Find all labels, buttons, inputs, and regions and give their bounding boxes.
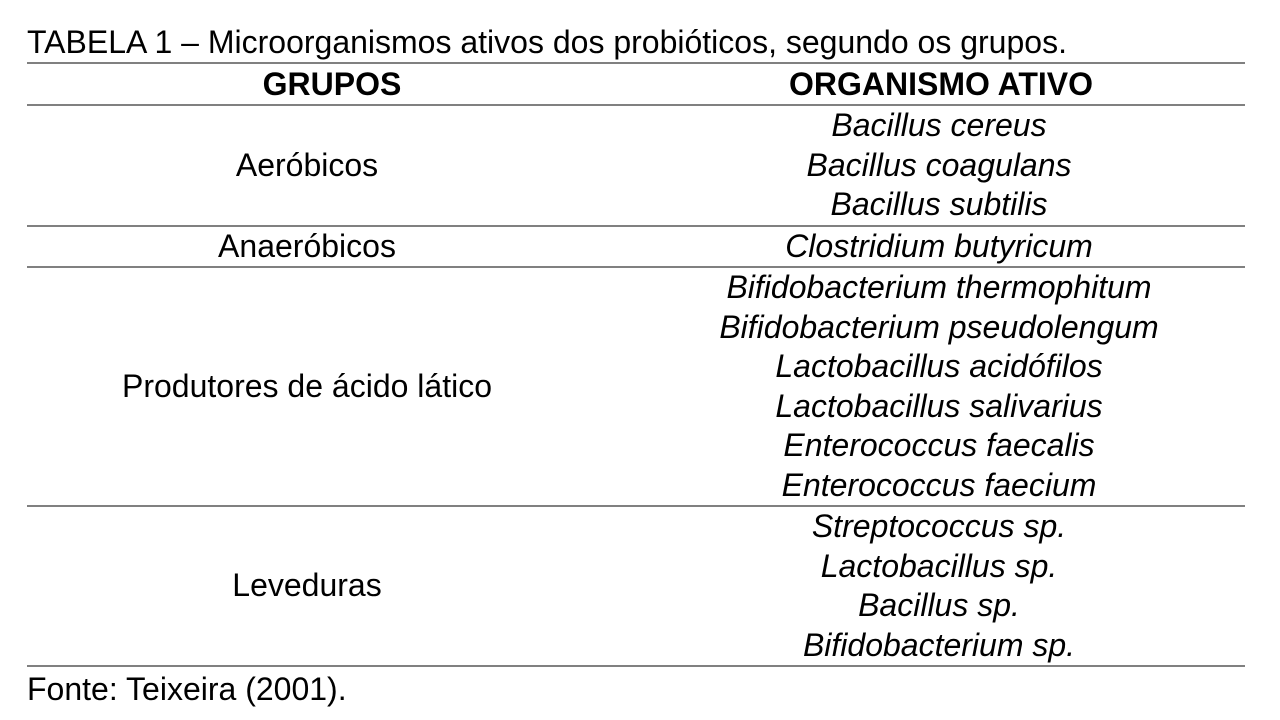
organism-name: Enterococcus faecium bbox=[781, 466, 1097, 503]
organisms-cell bbox=[637, 105, 1245, 226]
table-caption: TABELA 1 – Microorganismos ativos dos probióticos, segundo os grupos. bbox=[27, 24, 1067, 60]
table-row bbox=[27, 226, 1245, 268]
column-header-active-organism: ORGANISMO ATIVO bbox=[637, 63, 1245, 105]
organism-name: Lactobacillus salivarius bbox=[775, 387, 1103, 424]
group-cell: Anaeróbicos bbox=[218, 227, 396, 264]
organism-name: Bifidobacterium thermophitum bbox=[726, 269, 1152, 305]
table-source: Fonte: Teixeira (2001). bbox=[27, 671, 347, 707]
column-header-groups: GRUPOS bbox=[27, 63, 637, 105]
probiotics-table bbox=[27, 62, 1245, 667]
table-row bbox=[27, 267, 1245, 506]
group-cell: Leveduras bbox=[232, 567, 382, 604]
organisms-cell bbox=[637, 267, 1245, 506]
organism-name: Enterococcus faecalis bbox=[783, 427, 1095, 463]
group-cell: Produtores de ácido lático bbox=[122, 367, 492, 404]
organisms-cell bbox=[637, 226, 1245, 268]
organism-name: Clostridium butyricum bbox=[785, 227, 1093, 264]
organism-name: Bifidobacterium pseudolengum bbox=[719, 308, 1159, 345]
organisms-cell bbox=[637, 506, 1245, 666]
organism-name: Bacillus cereus bbox=[831, 107, 1047, 143]
organism-name: Lactobacillus sp. bbox=[820, 547, 1058, 584]
organism-name: Bacillus sp. bbox=[858, 587, 1020, 623]
organism-name: Bacillus subtilis bbox=[830, 186, 1048, 222]
organism-name: Lactobacillus acidófilos bbox=[775, 348, 1103, 384]
organism-name: Bifidobacterium sp. bbox=[802, 626, 1076, 663]
table-row bbox=[27, 506, 1245, 666]
document bbox=[27, 22, 1245, 709]
group-cell: Aeróbicos bbox=[235, 146, 379, 183]
organism-name: Streptococcus sp. bbox=[811, 508, 1067, 544]
organism-name: Bacillus coagulans bbox=[806, 146, 1072, 183]
table-header-row bbox=[27, 63, 1245, 105]
table-row bbox=[27, 105, 1245, 226]
